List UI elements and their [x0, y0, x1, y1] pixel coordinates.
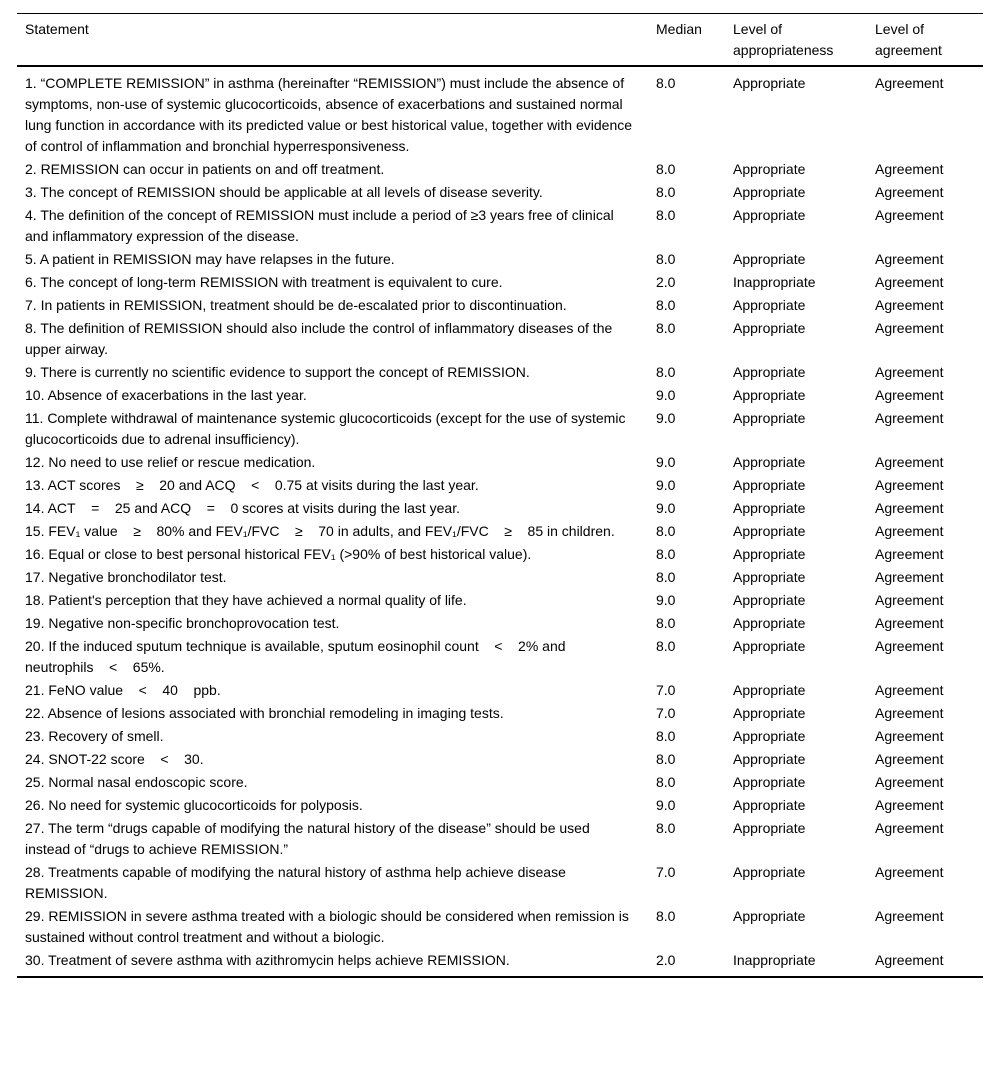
statement-cell: 8. The definition of REMISSION should also include the control of inflammatory diseases of the upper airway. [25, 320, 613, 357]
agreement-cell: Agreement [875, 615, 944, 631]
median-cell: 9.0 [656, 454, 676, 470]
agreement-cell: Agreement [875, 320, 944, 336]
median-cell: 9.0 [656, 592, 676, 608]
median-cell: 8.0 [656, 728, 676, 744]
median-cell: 7.0 [656, 705, 676, 721]
median-cell: 8.0 [656, 820, 676, 836]
statement-cell: 6. The concept of long-term REMISSION with treatment is equivalent to cure. [25, 274, 503, 290]
table-row [17, 295, 983, 318]
statement-cell: 15. FEV₁ value ≥ 80% and FEV₁/FVC ≥ 70 in adults, and FEV₁/FVC ≥ 85 in children. [25, 523, 615, 539]
column-header-statement: Statement [17, 14, 656, 67]
median-cell: 8.0 [656, 364, 676, 380]
table-row [17, 408, 983, 452]
agreement-cell: Agreement [875, 184, 944, 200]
appropriateness-cell: Appropriate [733, 774, 806, 790]
agreement-cell: Agreement [875, 705, 944, 721]
agreement-cell: Agreement [875, 797, 944, 813]
median-cell: 8.0 [656, 569, 676, 585]
median-cell: 8.0 [656, 751, 676, 767]
agreement-cell: Agreement [875, 728, 944, 744]
median-cell: 8.0 [656, 546, 676, 562]
median-cell: 9.0 [656, 797, 676, 813]
agreement-cell: Agreement [875, 569, 944, 585]
statement-cell: 16. Equal or close to best personal historical FEV₁ (>90% of best historical value). [25, 546, 532, 562]
appropriateness-cell: Appropriate [733, 364, 806, 380]
table-row [17, 636, 983, 680]
statement-cell: 5. A patient in REMISSION may have relapses in the future. [25, 251, 395, 267]
table-row [17, 385, 983, 408]
appropriateness-cell: Appropriate [733, 477, 806, 493]
agreement-cell: Agreement [875, 207, 944, 223]
median-cell: 7.0 [656, 682, 676, 698]
statement-cell: 7. In patients in REMISSION, treatment should be de-escalated prior to discontinuation. [25, 297, 567, 313]
column-header-agreement: Level of agreement [875, 14, 983, 67]
statement-cell: 14. ACT = 25 and ACQ = 0 scores at visits during the last year. [25, 500, 460, 516]
table-row [17, 795, 983, 818]
table-row [17, 205, 983, 249]
statement-cell: 26. No need for systemic glucocorticoids for polyposis. [25, 797, 363, 813]
table-row [17, 950, 983, 977]
median-cell: 8.0 [656, 184, 676, 200]
statement-cell: 28. Treatments capable of modifying the natural history of asthma help achieve disease REMISSION. [25, 864, 566, 901]
table-row [17, 318, 983, 362]
median-cell: 8.0 [656, 523, 676, 539]
statement-cell: 24. SNOT-22 score < 30. [25, 751, 204, 767]
table-row [17, 726, 983, 749]
table-row [17, 590, 983, 613]
table-row [17, 818, 983, 862]
agreement-cell: Agreement [875, 546, 944, 562]
median-cell: 9.0 [656, 410, 676, 426]
agreement-cell: Agreement [875, 410, 944, 426]
statement-cell: 9. There is currently no scientific evidence to support the concept of REMISSION. [25, 364, 530, 380]
table-row [17, 272, 983, 295]
table-row [17, 452, 983, 475]
appropriateness-cell: Appropriate [733, 387, 806, 403]
statement-cell: 10. Absence of exacerbations in the last year. [25, 387, 307, 403]
median-cell: 8.0 [656, 207, 676, 223]
table-row [17, 703, 983, 726]
agreement-cell: Agreement [875, 364, 944, 380]
statement-cell: 29. REMISSION in severe asthma treated with a biologic should be considered when remission is sustained without control treatment and without a biologic. [25, 908, 629, 945]
agreement-cell: Agreement [875, 751, 944, 767]
column-header-median: Median [656, 14, 733, 67]
appropriateness-cell: Appropriate [733, 908, 806, 924]
median-cell: 2.0 [656, 952, 676, 968]
median-cell: 9.0 [656, 500, 676, 516]
agreement-cell: Agreement [875, 864, 944, 880]
statement-cell: 3. The concept of REMISSION should be applicable at all levels of disease severity. [25, 184, 543, 200]
consensus-table [17, 13, 983, 978]
appropriateness-cell: Appropriate [733, 615, 806, 631]
table-row [17, 906, 983, 950]
agreement-cell: Agreement [875, 477, 944, 493]
statement-cell: 2. REMISSION can occur in patients on and off treatment. [25, 161, 385, 177]
appropriateness-cell: Appropriate [733, 705, 806, 721]
appropriateness-cell: Appropriate [733, 523, 806, 539]
appropriateness-cell: Appropriate [733, 75, 806, 91]
median-cell: 8.0 [656, 161, 676, 177]
agreement-cell: Agreement [875, 774, 944, 790]
agreement-cell: Agreement [875, 523, 944, 539]
agreement-cell: Agreement [875, 820, 944, 836]
statement-cell: 4. The definition of the concept of REMISSION must include a period of ≥3 years free of clinical and inflammatory expression of the disease. [25, 207, 614, 244]
median-cell: 8.0 [656, 75, 676, 91]
agreement-cell: Agreement [875, 454, 944, 470]
appropriateness-cell: Appropriate [733, 546, 806, 562]
agreement-cell: Agreement [875, 682, 944, 698]
median-cell: 8.0 [656, 908, 676, 924]
column-header-appropriateness: Level of appropriateness [733, 14, 875, 67]
appropriateness-cell: Inappropriate [733, 274, 816, 290]
appropriateness-cell: Appropriate [733, 864, 806, 880]
appropriateness-cell: Appropriate [733, 682, 806, 698]
table-row [17, 521, 983, 544]
appropriateness-cell: Appropriate [733, 184, 806, 200]
agreement-cell: Agreement [875, 161, 944, 177]
table-row [17, 362, 983, 385]
appropriateness-cell: Appropriate [733, 751, 806, 767]
statement-cell: 1. “COMPLETE REMISSION” in asthma (hereinafter “REMISSION”) must include the absence of symptoms, non-use of systemic glucocorticoids, absence of exacerbations and sustained normal lung function in accordance with its predicted value or best historical value, together with evidence of control of inflammation and bronchial hyperresponsiveness. [25, 75, 633, 154]
appropriateness-cell: Inappropriate [733, 952, 816, 968]
appropriateness-cell: Appropriate [733, 207, 806, 223]
table-row [17, 772, 983, 795]
table-row [17, 475, 983, 498]
statement-cell: 22. Absence of lesions associated with bronchial remodeling in imaging tests. [25, 705, 504, 721]
statement-cell: 21. FeNO value < 40 ppb. [25, 682, 221, 698]
appropriateness-cell: Appropriate [733, 161, 806, 177]
statement-cell: 17. Negative bronchodilator test. [25, 569, 227, 585]
statement-cell: 23. Recovery of smell. [25, 728, 164, 744]
median-cell: 8.0 [656, 320, 676, 336]
appropriateness-cell: Appropriate [733, 592, 806, 608]
appropriateness-cell: Appropriate [733, 320, 806, 336]
table-row [17, 498, 983, 521]
table-row [17, 749, 983, 772]
table-row [17, 862, 983, 906]
agreement-cell: Agreement [875, 297, 944, 313]
statement-cell: 11. Complete withdrawal of maintenance systemic glucocorticoids (except for the use of systemic glucocorticoids due to adrenal insufficiency). [25, 410, 626, 447]
appropriateness-cell: Appropriate [733, 454, 806, 470]
agreement-cell: Agreement [875, 952, 944, 968]
statement-cell: 12. No need to use relief or rescue medication. [25, 454, 316, 470]
agreement-cell: Agreement [875, 638, 944, 654]
table-row [17, 249, 983, 272]
appropriateness-cell: Appropriate [733, 820, 806, 836]
table-row [17, 680, 983, 703]
table-body [17, 66, 983, 977]
statement-cell: 13. ACT scores ≥ 20 and ACQ < 0.75 at visits during the last year. [25, 477, 479, 493]
median-cell: 8.0 [656, 251, 676, 267]
median-cell: 2.0 [656, 274, 676, 290]
appropriateness-cell: Appropriate [733, 297, 806, 313]
agreement-cell: Agreement [875, 500, 944, 516]
statement-cell: 27. The term “drugs capable of modifying the natural history of the disease” should be used instead of “drugs to achieve REMISSION.” [25, 820, 590, 857]
statement-cell: 25. Normal nasal endoscopic score. [25, 774, 248, 790]
statement-cell: 20. If the induced sputum technique is available, sputum eosinophil count < 2% and neutrophils < 65%. [25, 638, 566, 675]
table-row [17, 544, 983, 567]
median-cell: 8.0 [656, 774, 676, 790]
median-cell: 8.0 [656, 297, 676, 313]
header-row [17, 14, 983, 67]
agreement-cell: Agreement [875, 274, 944, 290]
appropriateness-cell: Appropriate [733, 500, 806, 516]
agreement-cell: Agreement [875, 75, 944, 91]
table-row [17, 66, 983, 159]
agreement-cell: Agreement [875, 387, 944, 403]
median-cell: 8.0 [656, 615, 676, 631]
appropriateness-cell: Appropriate [733, 410, 806, 426]
statement-cell: 19. Negative non-specific bronchoprovocation test. [25, 615, 340, 631]
appropriateness-cell: Appropriate [733, 797, 806, 813]
statement-cell: 30. Treatment of severe asthma with azithromycin helps achieve REMISSION. [25, 952, 510, 968]
agreement-cell: Agreement [875, 592, 944, 608]
table-row [17, 613, 983, 636]
appropriateness-cell: Appropriate [733, 728, 806, 744]
median-cell: 7.0 [656, 864, 676, 880]
table-row [17, 159, 983, 182]
table-row [17, 567, 983, 590]
median-cell: 8.0 [656, 638, 676, 654]
appropriateness-cell: Appropriate [733, 638, 806, 654]
agreement-cell: Agreement [875, 251, 944, 267]
agreement-cell: Agreement [875, 908, 944, 924]
statement-cell: 18. Patient's perception that they have achieved a normal quality of life. [25, 592, 467, 608]
median-cell: 9.0 [656, 477, 676, 493]
median-cell: 9.0 [656, 387, 676, 403]
appropriateness-cell: Appropriate [733, 251, 806, 267]
table-row [17, 182, 983, 205]
appropriateness-cell: Appropriate [733, 569, 806, 585]
